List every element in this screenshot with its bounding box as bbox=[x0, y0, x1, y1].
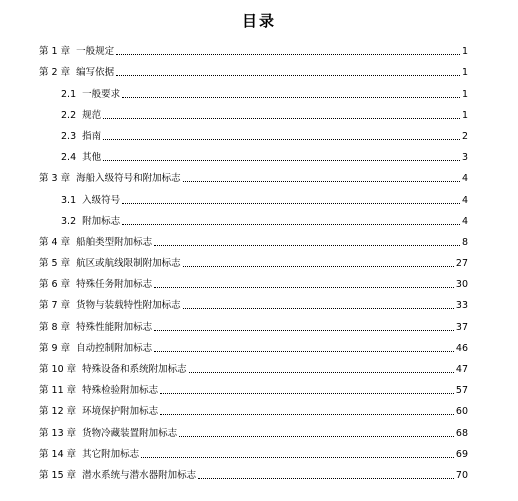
toc-dot-leader bbox=[183, 180, 460, 182]
toc-entry-number: 第 5 章 bbox=[39, 258, 71, 270]
toc-entry[interactable] bbox=[39, 270, 468, 291]
toc-entry-page-number: 46 bbox=[455, 342, 468, 354]
toc-entry[interactable] bbox=[39, 312, 468, 333]
toc-dot-leader bbox=[183, 265, 454, 267]
toc-entry-page-number: 33 bbox=[455, 300, 468, 312]
toc-entry-title: 自动控制附加标志 bbox=[76, 342, 153, 354]
toc-entry-title: 潜水系统与潜水器附加标志 bbox=[82, 469, 197, 481]
toc-entry-title: 其它附加标志 bbox=[82, 448, 140, 460]
toc-entry-title: 特殊设备和系统附加标志 bbox=[82, 364, 187, 375]
toc-entry-page-number: 1 bbox=[461, 109, 468, 121]
toc-entry-title: 航区或航线限制附加标志 bbox=[76, 258, 181, 270]
toc-entry-page-number: 69 bbox=[455, 448, 468, 460]
toc-entry-page-number: 1 bbox=[461, 46, 468, 58]
toc-dot-leader bbox=[154, 244, 460, 246]
toc-entry-page-number: 1 bbox=[461, 67, 468, 79]
toc-entry[interactable] bbox=[39, 207, 468, 228]
toc-dot-leader bbox=[179, 435, 454, 437]
toc-entry-number: 第 6 章 bbox=[39, 279, 71, 291]
toc-dot-leader bbox=[154, 350, 454, 352]
toc-entry-page-number: 4 bbox=[461, 173, 468, 185]
toc-entry-number: 3.1 bbox=[61, 194, 77, 206]
toc-dot-leader bbox=[103, 159, 460, 161]
toc-entry-number: 2.3 bbox=[61, 130, 77, 142]
toc-entry-page-number: 37 bbox=[455, 321, 468, 333]
toc-dot-leader bbox=[141, 456, 454, 458]
toc-entry-title: 编写依据 bbox=[76, 67, 115, 79]
toc-entry[interactable] bbox=[39, 440, 468, 461]
toc-entry-page-number: 68 bbox=[455, 427, 468, 439]
toc-entry-number: 2.4 bbox=[61, 152, 77, 164]
toc-entry-number: 第 4 章 bbox=[39, 236, 71, 248]
toc-entry-page-number: 4 bbox=[461, 215, 468, 227]
toc-entry-number: 第 8 章 bbox=[39, 321, 71, 333]
toc-entry-title: 特殊任务附加标志 bbox=[76, 279, 153, 291]
toc-dot-leader bbox=[154, 286, 454, 288]
toc-entry-page-number: 30 bbox=[455, 279, 468, 291]
toc-entry-number: 第 15 章 bbox=[39, 469, 77, 481]
toc-entry-number: 第 11 章 bbox=[39, 385, 77, 397]
toc-entry-title: 海船入级符号和附加标志 bbox=[76, 173, 181, 185]
toc-entry[interactable] bbox=[39, 334, 468, 355]
toc-entry-number: 第 9 章 bbox=[39, 342, 71, 354]
toc-entry-title: 一般规定 bbox=[76, 46, 115, 58]
toc-dot-leader bbox=[122, 202, 460, 204]
toc-entry-title: 附加标志 bbox=[82, 215, 121, 227]
toc-entry-number: 第 7 章 bbox=[39, 300, 71, 312]
toc-entry-number: 第 3 章 bbox=[39, 173, 71, 185]
toc-entry-title: 一般要求 bbox=[82, 88, 121, 100]
toc-dot-leader bbox=[160, 392, 454, 394]
toc-dot-leader bbox=[122, 223, 460, 225]
toc-entry-page-number: 8 bbox=[461, 236, 468, 248]
toc-entry[interactable] bbox=[39, 143, 468, 164]
toc-list bbox=[39, 37, 468, 482]
toc-entry[interactable] bbox=[39, 418, 468, 439]
toc-entry[interactable] bbox=[39, 228, 468, 249]
toc-dot-leader bbox=[116, 74, 460, 76]
toc-entry-page-number: 57 bbox=[455, 385, 468, 397]
toc-entry-title: 环境保护附加标志 bbox=[82, 406, 159, 418]
toc-entry-number: 第 13 章 bbox=[39, 427, 77, 439]
toc-entry-page-number: 47 bbox=[455, 364, 468, 375]
toc-dot-leader bbox=[103, 117, 460, 119]
toc-entry-page-number: 27 bbox=[455, 258, 468, 270]
toc-entry[interactable] bbox=[39, 185, 468, 206]
toc-entry-title: 货物冷藏装置附加标志 bbox=[82, 427, 178, 439]
toc-entry-page-number: 70 bbox=[455, 469, 468, 481]
toc-entry-page-number: 1 bbox=[461, 88, 468, 100]
toc-entry-number: 第 1 章 bbox=[39, 46, 71, 58]
toc-entry-title: 货物与装载特性附加标志 bbox=[76, 300, 181, 312]
toc-entry-number: 2.1 bbox=[61, 88, 77, 100]
toc-entry-number: 第 10 章 bbox=[39, 364, 77, 375]
toc-title: 目录 bbox=[241, 12, 276, 30]
toc-entry[interactable] bbox=[39, 355, 468, 376]
toc-dot-leader bbox=[198, 477, 454, 479]
toc-entry[interactable] bbox=[39, 58, 468, 79]
toc-entry-page-number: 2 bbox=[461, 130, 468, 142]
toc-entry-title: 指南 bbox=[82, 130, 102, 142]
toc-entry[interactable] bbox=[39, 122, 468, 143]
toc-entry-number: 第 12 章 bbox=[39, 406, 77, 418]
toc-entry-title: 入级符号 bbox=[82, 194, 121, 206]
toc-entry[interactable] bbox=[39, 291, 468, 312]
toc-entry-title: 特殊检验附加标志 bbox=[82, 385, 159, 397]
toc-entry-number: 3.2 bbox=[61, 215, 77, 227]
toc-entry-page-number: 4 bbox=[461, 194, 468, 206]
toc-entry[interactable] bbox=[39, 164, 468, 185]
toc-entry-number: 第 2 章 bbox=[39, 67, 71, 79]
toc-entry-number: 2.2 bbox=[61, 109, 77, 121]
toc-entry[interactable] bbox=[39, 397, 468, 418]
toc-entry[interactable] bbox=[39, 101, 468, 122]
toc-dot-leader bbox=[122, 96, 460, 98]
toc-dot-leader bbox=[160, 413, 454, 415]
toc-entry-number: 第 14 章 bbox=[39, 448, 77, 460]
toc-entry-title: 特殊性能附加标志 bbox=[76, 321, 153, 333]
toc-entry[interactable] bbox=[39, 461, 468, 482]
toc-entry[interactable] bbox=[39, 79, 468, 100]
toc-entry-page-number: 3 bbox=[461, 152, 468, 164]
toc-dot-leader bbox=[189, 371, 454, 373]
toc-dot-leader bbox=[103, 138, 460, 140]
toc-entry-page-number: 60 bbox=[455, 406, 468, 418]
toc-entry[interactable] bbox=[39, 249, 468, 270]
toc-entry-title: 船舶类型附加标志 bbox=[76, 236, 153, 248]
toc-entry-title: 其他 bbox=[82, 152, 102, 164]
toc-entry[interactable] bbox=[39, 37, 468, 58]
toc-dot-leader bbox=[183, 307, 454, 309]
toc-entry-title: 规范 bbox=[82, 109, 102, 121]
toc-entry[interactable] bbox=[39, 376, 468, 397]
toc-dot-leader bbox=[154, 329, 454, 331]
toc-dot-leader bbox=[116, 53, 460, 55]
